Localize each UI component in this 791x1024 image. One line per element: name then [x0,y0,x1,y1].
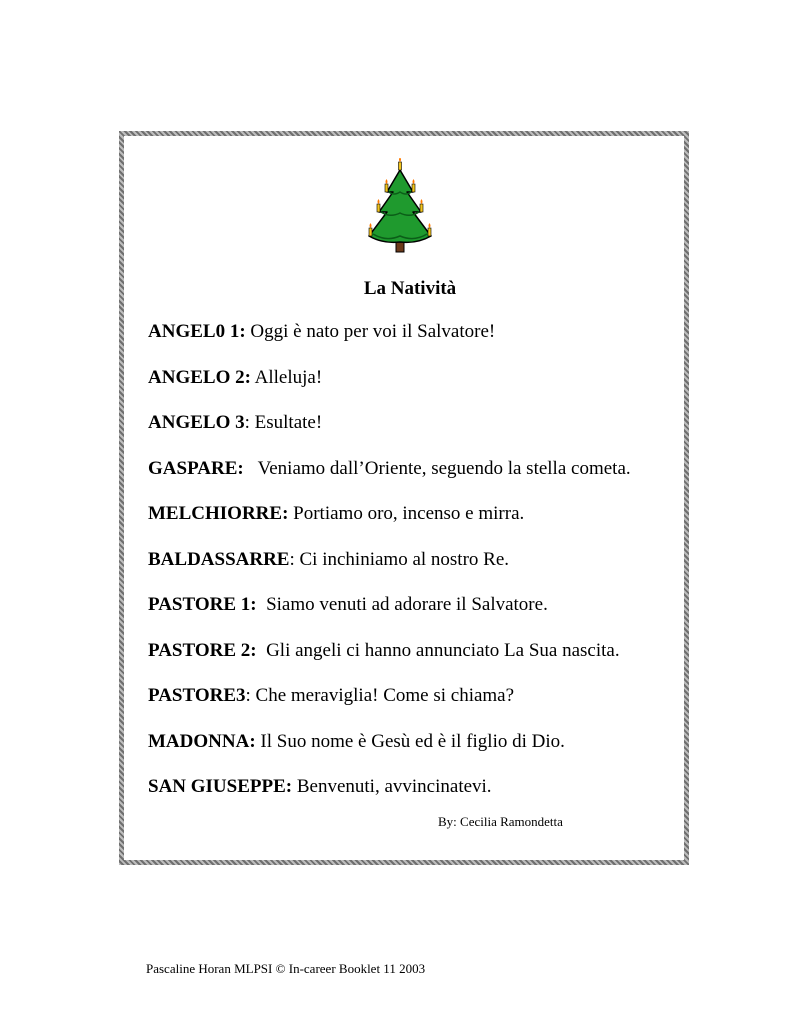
dialogue-line [148,412,678,458]
dialogue-line [148,776,678,822]
dialogue-line [148,731,678,777]
dialogue-line [148,685,678,731]
speaker-name: PASTORE 2: [148,639,257,661]
dialogue-line [148,594,678,640]
dialogue-line [148,321,678,367]
speaker-name: MADONNA: [148,730,256,752]
speaker-name: ANGELO 3 [148,412,245,433]
line-text: Portiamo oro, incenso e mirra. [288,503,525,524]
dialogue-line [148,458,678,504]
speaker-name: PASTORE3 [148,685,246,706]
line-text: Oggi è nato per voi il Salvatore! [245,321,496,342]
speaker-name: MELCHIORRE: [148,503,289,524]
line-text: : Che meraviglia! Come si chiama? [245,685,515,706]
dialogue-line [148,367,678,413]
page-footer: Pascaline Horan MLPSI © In-career Booklet 11 2003 [146,961,426,976]
line-text: Alleluja! [250,366,323,388]
author-credit: By: Cecilia Ramondetta [438,814,563,829]
line-text: : Esultate! [244,412,323,433]
line-text: : Ci inchiniamo al nostro Re. [289,548,510,570]
line-text: Il Suo nome è Gesù ed è il figlio di Dio. [255,730,565,752]
line-text: Benvenuti, avvincinatevi. [292,776,492,797]
speaker-name: ANGELO 2: [148,366,251,388]
dialogue-list [148,321,678,822]
line-text: Siamo venuti ad adorare il Salvatore. [256,594,548,615]
speaker-name: SAN GIUSEPPE: [148,776,293,797]
speaker-name: ANGEL0 1: [148,321,246,342]
speaker-name: PASTORE 1: [148,594,257,615]
line-text: Gli angeli ci hanno annunciato La Sua nascita. [256,639,620,661]
speaker-name: BALDASSARRE [148,548,290,570]
line-text: Veniamo dall’Oriente, seguendo la stella cometa. [243,457,631,479]
script-frame [119,131,689,865]
christmas-tree-icon [361,158,439,258]
dialogue-line [148,640,678,686]
speaker-name: GASPARE: [148,457,244,479]
page-title: La Natività [363,278,457,299]
dialogue-line [148,503,678,549]
dialogue-line [148,549,678,595]
